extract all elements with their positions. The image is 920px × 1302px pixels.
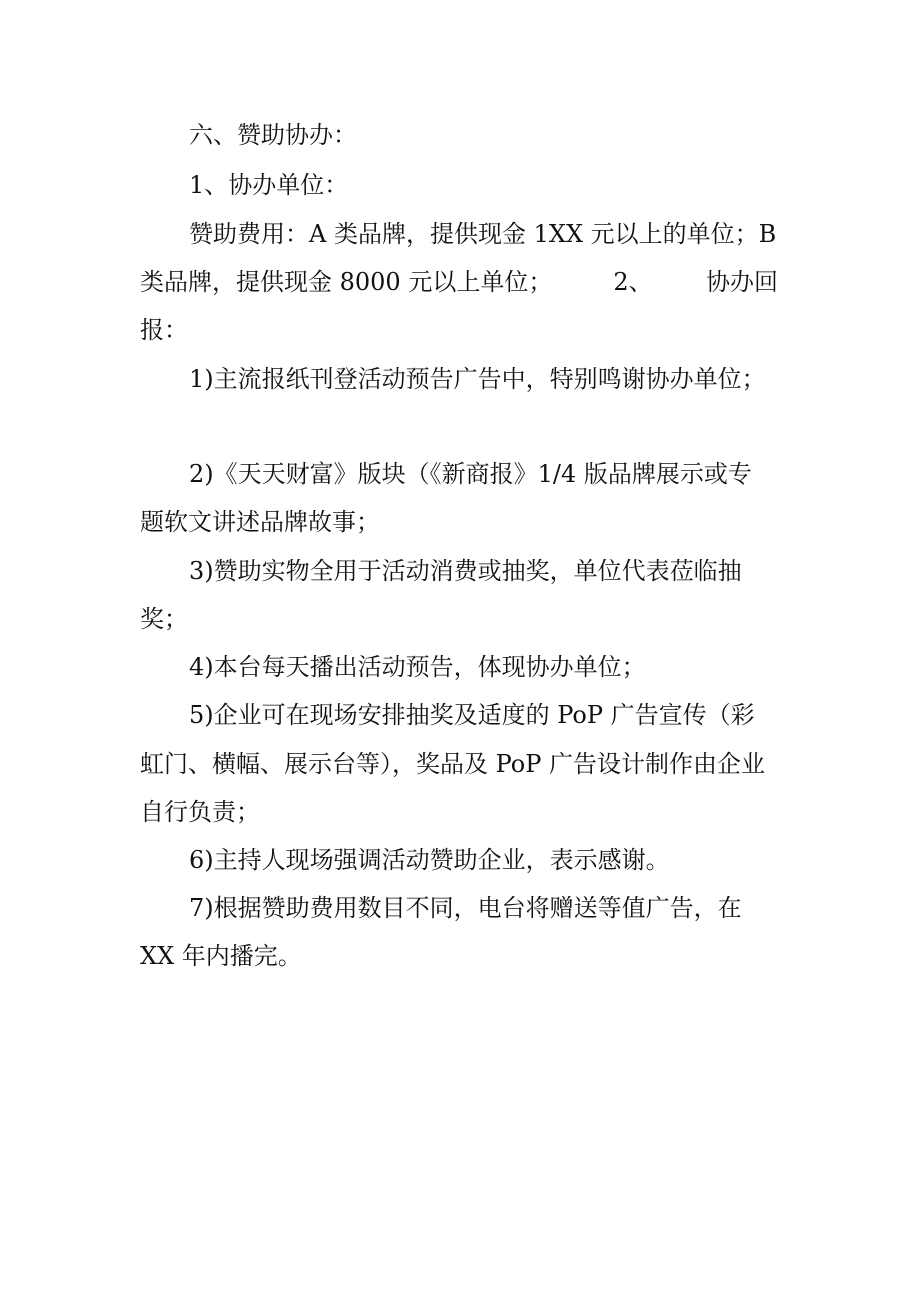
section-heading: 六、赞助协办：	[189, 121, 357, 149]
sponsor-fee-line-3: 报：	[140, 316, 188, 344]
item-5-line-3: 自行负责；	[140, 798, 260, 826]
item-7-line-2: XX 年内播完。	[140, 942, 302, 970]
item-5-line-2: 虹门、横幅、展示台等），奖品及 PoP 广告设计制作由企业	[140, 750, 766, 778]
subheading: 1、协办单位：	[189, 171, 349, 199]
item-3-line-1: 3)赞助实物全用于活动消费或抽奖，单位代表莅临抽	[189, 557, 742, 585]
sponsor-fee-line-2: 类品牌，提供现金 8000 元以上单位； 2、 协办回	[140, 268, 779, 296]
item-1-line-1: 1)主流报纸刊登活动预告广告中，特别鸣谢协办单位；	[189, 365, 766, 393]
item-5-line-1: 5)企业可在现场安排抽奖及适度的 PoP 广告宣传（彩	[189, 701, 755, 729]
item-6-line-1: 6)主持人现场强调活动赞助企业，表示感谢。	[189, 846, 670, 874]
item-7-line-1: 7)根据赞助费用数目不同，电台将赠送等值广告，在	[189, 894, 742, 922]
item-2-line-2: 题软文讲述品牌故事；	[140, 508, 380, 536]
item-3-line-2: 奖；	[140, 605, 188, 633]
item-4-line-1: 4)本台每天播出活动预告，体现协办单位；	[189, 653, 646, 681]
item-2-line-1: 2)《天天财富》版块（《新商报》1/4 版品牌展示或专	[189, 460, 752, 488]
sponsor-fee-line-1: 赞助费用：A 类品牌，提供现金 1XX 元以上的单位；B	[189, 220, 777, 248]
